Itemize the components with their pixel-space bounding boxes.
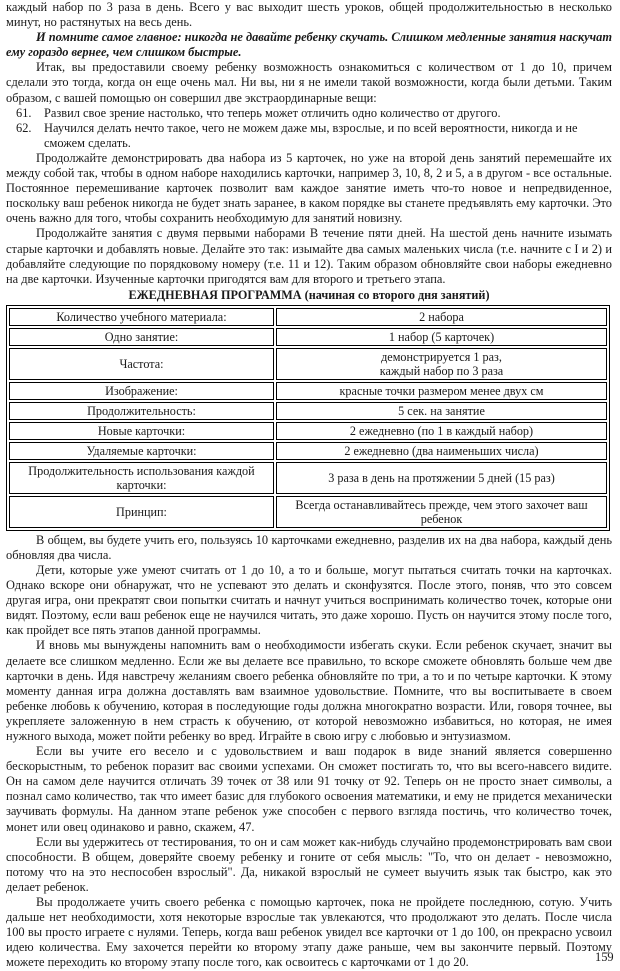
- paragraph-summary: В общем, вы будете учить его, пользуясь 10 карточками ежедневно, разделив их на два набора, каждый день обновляя два числа.: [6, 532, 612, 562]
- list-item-text: Развил свое зрение настолько, что теперь может отличить одно количество от другого.: [44, 105, 501, 120]
- table-cell-value-line: демонстрируется 1 раз,: [381, 349, 502, 364]
- table-cell-value: 2 ежедневно (по 1 в каждый набор): [276, 422, 607, 440]
- table-row: [9, 308, 607, 326]
- table-cell-value-line: каждый набор по 3 раза: [379, 363, 504, 378]
- table-cell-value: 5 сек. на занятие: [276, 402, 607, 420]
- table-cell-value: 2 набора: [276, 308, 607, 326]
- table-row: [9, 402, 607, 420]
- paragraph-intro: Итак, вы предоставили своему ребенку возможность ознакомиться с количеством от 1 до 10, причем сделали это тогда, когда он еще очень мал. Ни вы, ни я не имели такой возможности, когда были детьми. Таким образом, с вашей помощью он совершил две экстраординарные вещи:: [6, 60, 612, 105]
- paragraph-testing: Если вы удержитесь от тестирования, то он и сам может как-нибудь случайно продемонстрировать вам свои способности. В общем, доверяйте своему ребенку и гоните от себя мысль: "То, что он делает - невозможно, потому что на это неспособен взрослый". Да, никакой взрослый не сумеет выучить язык так быстро, как это делает ребенок.: [6, 834, 612, 894]
- table-cell-label: Удаляемые карточки:: [9, 442, 274, 460]
- table-cell-value: Всегда останавливайтесь прежде, чем этого захочет ваш ребенок: [276, 496, 607, 528]
- table-cell-value: [276, 348, 607, 380]
- table-cell-label: Изображение:: [9, 382, 274, 400]
- paragraph-continuation: каждый набор по 3 раза в день. Всего у вас выходит шесть уроков, общей продолжительностью в несколько минут, но растянутых на весь день.: [6, 0, 612, 30]
- paragraph-continue-sets: Продолжайте демонстрировать два набора из 5 карточек, но уже на второй день занятий перемешайте их между собой так, чтобы в одном наборе находились карточки, например 3, 10, 8, 2 и 5, а в другом - все остальные. Постоянное перемешивание карточек позволит вам каждое занятие иметь что-то новое и непредвиденное, поскольку ваш ребенок никогда не будет знать заранее, в каком порядке вы станете предъявлять ему карточки. Это очень важно для того, чтобы сохранить необходимую для занятий новизну.: [6, 150, 612, 226]
- table-row: [9, 328, 607, 346]
- paragraph-success: Если вы учите его весело и с удовольствием и ваш подарок в виде знаний является совершенно бескорыстным, то ребенок поразит вас своими успехами. Он сможет постигать то, что вы всего-навсего видите. Он на самом деле научится отличать 39 точек от 38 или 91 точку от 92. Теперь он не просто знает символы, а познал само количество, так что имеет базис для глубокого освоения математики, и ему не придется механически заучивать формулы. На данном этапе ребенок уже способен с первого взгляда постичь, что количество точек, монет или овец одинаково и равно, скажем, 47.: [6, 744, 612, 834]
- numbered-list: [6, 106, 612, 151]
- list-item: [6, 121, 612, 151]
- table-row: [9, 462, 607, 494]
- table-cell-label: Продолжительность:: [9, 402, 274, 420]
- table-cell-value: красные точки размером менее двух см: [276, 382, 607, 400]
- table-row: [9, 348, 607, 380]
- table-row: [9, 422, 607, 440]
- table-cell-value: 2 ежедневно (два наименьших числа): [276, 442, 607, 460]
- document-page: [6, 0, 612, 971]
- table-row: [9, 382, 607, 400]
- table-title: ЕЖЕДНЕВНАЯ ПРОГРАММА (начиная со второго дня занятий): [128, 287, 490, 302]
- list-item-text: Научился делать нечто такое, чего не можем даже мы, взрослые, и по всей вероятности, никогда и не сможем сделать.: [44, 120, 578, 150]
- table-cell-label: Частота:: [9, 348, 274, 380]
- list-item: [6, 106, 612, 121]
- table-cell-label: Количество учебного материала:: [9, 308, 274, 326]
- emphasis-paragraph: И помните самое главное: никогда не давайте ребенку скучать. Слишком медленные занятия наскучат ему гораздо вернее, чем слишком быстрые.: [6, 30, 612, 60]
- table-row: [9, 442, 607, 460]
- table-cell-label: Новые карточки:: [9, 422, 274, 440]
- paragraph-five-days: Продолжайте занятия с двумя первыми наборами В течение пяти дней. На шестой день начните изымать старые карточки и добавлять новые. Делайте это так: изымайте два самых маленьких числа (т.е. начните с I и 2) и добавляйте следующие по порядковому номеру (т.е. 11 и 12). Таким образом обновляйте свои наборы ежедневно на две карточки. Изученные карточки пригодятся вам для второго и третьего этапа.: [6, 226, 612, 286]
- paragraph-counting: Дети, которые уже умеют считать от 1 до 10, а то и больше, могут пытаться считать точки на карточках. Однако вскоре они обнаружат, что не успевают это делать и сконфузятся. После этого, поняв, что это совсем другая игра, они прекратят свои попытки считать и начнут учиться воспринимать количество точек, которые они видят. Поэтому, если ваш ребенок еще не научился читать, это даже хорошо. Пусть он научится этому после того, как пройдет все пять этапов данной программы.: [6, 562, 612, 638]
- table-cell-label: Одно занятие:: [9, 328, 274, 346]
- page-number: 159: [595, 950, 614, 964]
- table-row: [9, 496, 607, 528]
- table-cell-value: 3 раза в день на протяжении 5 дней (15 раз): [276, 462, 607, 494]
- table-cell-label: Принцип:: [9, 496, 274, 528]
- paragraph-boredom: И вновь мы вынуждены напомнить вам о необходимости избегать скуки. Если ребенок скучает, значит вы делаете все слишком медленно. Если же вы делаете все правильно, то вскоре сможете обновлять больше чем две карточки в день. Идя навстречу желаниям своего ребенка обновляйте по три, а то и по четыре карточки. К этому моменту данная игра должна доставлять вам взаимное удовольствие. Помните, что вы воспитываете в своем ребенке любовь к обучению, которая в последующие годы должна многократно возрасти. Или, говоря точнее, вы укрепляете заложенную в нем страсть к обучению, от которой невозможно избавиться, но которая, не имея нужного выхода, может пойти ребенку во вред. Играйте в свою игру с любовью и энтузиазмом.: [6, 638, 612, 743]
- list-item-number: 62.: [16, 120, 32, 135]
- table-cell-value: 1 набор (5 карточек): [276, 328, 607, 346]
- list-item-number: 61.: [16, 105, 32, 120]
- paragraph-hundred: Вы продолжаете учить своего ребенка с помощью карточек, пока не пройдете последнюю, сотую. Учить дальше нет необходимости, хотя некоторые взрослые так увлекаются, что продолжают это делать. После числа 100 вы просто играете с нулями. Теперь, когда ваш ребенок увидел все карточки от 1 до 100, он прекрасно усвоил идею количества. Ему захочется перейти ко второму этапу даже раньше, чем вы закончите первый. Поэтому можете переходить ко второму этапу после того, как освоитесь с карточками от 1 до 20.: [6, 895, 612, 970]
- table-cell-label: Продолжительность использования каждой карточки:: [9, 462, 274, 494]
- daily-program-table: [6, 305, 610, 531]
